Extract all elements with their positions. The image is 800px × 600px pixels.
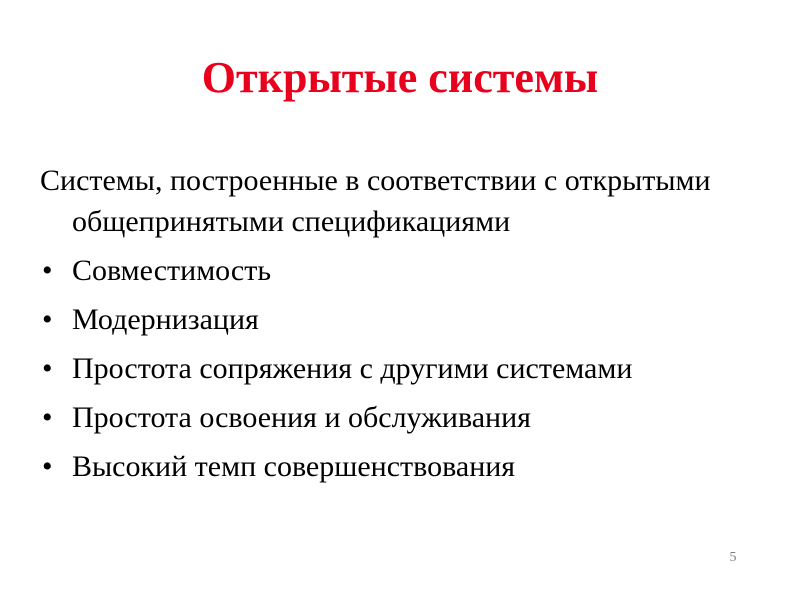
bullet-icon: • xyxy=(42,401,53,434)
slide-title: Открытые системы xyxy=(201,53,599,102)
list-item xyxy=(40,397,780,438)
list-item xyxy=(40,446,780,487)
bullet-text: Модернизация xyxy=(72,303,259,336)
bullet-text: Простота освоения и обслуживания xyxy=(72,401,531,434)
bullet-icon: • xyxy=(42,303,53,336)
page-number: 5 xyxy=(729,550,737,565)
bullet-list xyxy=(40,250,780,487)
bullet-icon: • xyxy=(42,352,53,385)
list-item xyxy=(40,250,780,291)
list-item xyxy=(40,299,780,340)
bullet-text: Простота сопряжения с другими системами xyxy=(72,352,633,385)
intro-paragraph: Системы, построенные в соответствии с открытыми общепринятыми спецификациями xyxy=(40,164,711,238)
bullet-icon: • xyxy=(42,450,53,483)
bullet-text: Высокий темп совершенствования xyxy=(72,450,516,483)
bullet-text: Совместимость xyxy=(72,254,272,287)
list-item xyxy=(40,348,780,389)
bullet-icon: • xyxy=(42,254,53,287)
slide-body xyxy=(40,160,780,495)
